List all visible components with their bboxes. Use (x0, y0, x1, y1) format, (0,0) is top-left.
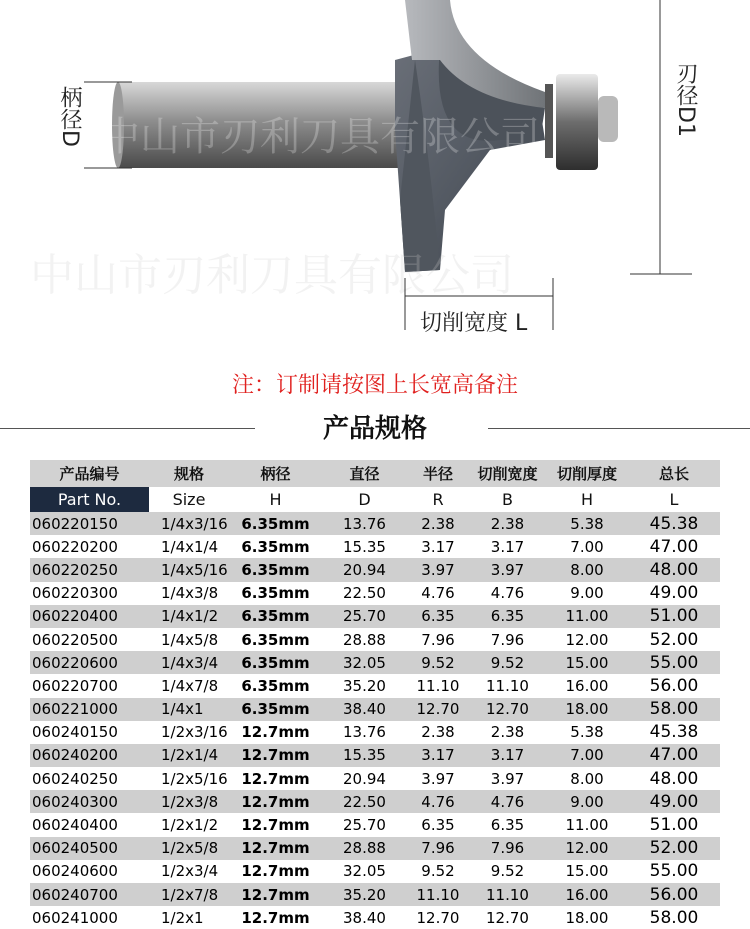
cell-cut-width: 2.38 (469, 721, 546, 744)
cell-size: 1/2x5/16 (149, 767, 229, 790)
cell-size: 1/4x1/4 (149, 535, 229, 558)
header-radius-en: R (407, 487, 469, 512)
header-radius: 半径 (407, 460, 469, 487)
header-cut-width: 切削宽度 (469, 460, 546, 487)
cell-diameter: 22.50 (322, 790, 407, 813)
cell-shank: 12.7mm (229, 883, 322, 906)
cell-total-length: 51.00 (628, 605, 720, 628)
cell-size: 1/4x3/4 (149, 651, 229, 674)
cell-radius: 9.52 (407, 860, 469, 883)
table-row (30, 721, 720, 744)
spec-table (30, 460, 720, 929)
cell-total-length: 55.00 (628, 651, 720, 674)
cell-cut-thickness: 11.00 (546, 813, 628, 836)
spec-table-body (30, 512, 720, 929)
cell-cut-thickness: 8.00 (546, 767, 628, 790)
table-row (30, 605, 720, 628)
header-shank-en: H (229, 487, 322, 512)
cell-radius: 9.52 (407, 651, 469, 674)
cell-size: 1/2x1 (149, 906, 229, 929)
cell-cut-thickness: 9.00 (546, 582, 628, 605)
header-part-no-en: Part No. (30, 487, 149, 512)
cell-total-length: 49.00 (628, 790, 720, 813)
cell-diameter: 20.94 (322, 558, 407, 581)
cell-diameter: 20.94 (322, 767, 407, 790)
cell-part-no: 060221000 (30, 698, 149, 721)
cell-shank: 6.35mm (229, 698, 322, 721)
cell-shank: 12.7mm (229, 906, 322, 929)
cell-part-no: 060240400 (30, 813, 149, 836)
cell-diameter: 25.70 (322, 605, 407, 628)
header-cut-width-en: B (469, 487, 546, 512)
cell-size: 1/2x1/2 (149, 813, 229, 836)
cell-cut-thickness: 16.00 (546, 674, 628, 697)
table-row (30, 698, 720, 721)
cell-size: 1/4x3/16 (149, 512, 229, 535)
cell-diameter: 15.35 (322, 535, 407, 558)
cell-cut-width: 4.76 (469, 790, 546, 813)
cell-part-no: 060220700 (30, 674, 149, 697)
cell-diameter: 32.05 (322, 860, 407, 883)
cell-total-length: 48.00 (628, 558, 720, 581)
cell-cut-thickness: 7.00 (546, 744, 628, 767)
cell-radius: 3.97 (407, 558, 469, 581)
cell-size: 1/4x3/8 (149, 582, 229, 605)
cell-total-length: 52.00 (628, 837, 720, 860)
cell-total-length: 58.00 (628, 906, 720, 929)
cell-cut-thickness: 18.00 (546, 698, 628, 721)
cell-size: 1/2x3/4 (149, 860, 229, 883)
cell-total-length: 49.00 (628, 582, 720, 605)
table-row (30, 906, 720, 929)
svg-text:中山市刃利刀具有限公司: 中山市刃利刀具有限公司 (100, 114, 540, 160)
divider-right (488, 428, 750, 429)
cell-size: 1/2x3/16 (149, 721, 229, 744)
cell-diameter: 38.40 (322, 698, 407, 721)
table-row (30, 883, 720, 906)
blade-diameter-label: 刃径D1 (673, 62, 698, 137)
cell-shank: 12.7mm (229, 744, 322, 767)
cell-total-length: 56.00 (628, 674, 720, 697)
cell-radius: 11.10 (407, 883, 469, 906)
cell-part-no: 060240600 (30, 860, 149, 883)
cell-total-length: 47.00 (628, 744, 720, 767)
cell-part-no: 060220200 (30, 535, 149, 558)
cell-cut-width: 11.10 (469, 883, 546, 906)
cell-cut-thickness: 9.00 (546, 790, 628, 813)
cell-cut-thickness: 8.00 (546, 558, 628, 581)
cell-cut-thickness: 5.38 (546, 721, 628, 744)
custom-order-note: 注：订制请按图上长宽高备注 (231, 373, 518, 398)
bearing (545, 74, 618, 170)
table-row (30, 744, 720, 767)
cell-shank: 6.35mm (229, 605, 322, 628)
header-size-en: Size (149, 487, 229, 512)
cell-diameter: 15.35 (322, 744, 407, 767)
cell-cut-thickness: 12.00 (546, 628, 628, 651)
cell-total-length: 51.00 (628, 813, 720, 836)
cell-size: 1/2x5/8 (149, 837, 229, 860)
cell-radius: 3.17 (407, 744, 469, 767)
header-size: 规格 (149, 460, 229, 487)
cell-shank: 6.35mm (229, 582, 322, 605)
cell-shank: 6.35mm (229, 512, 322, 535)
cell-cut-width: 11.10 (469, 674, 546, 697)
cell-cut-width: 3.97 (469, 767, 546, 790)
cell-shank: 12.7mm (229, 813, 322, 836)
cell-part-no: 060241000 (30, 906, 149, 929)
table-row (30, 674, 720, 697)
cell-part-no: 060240150 (30, 721, 149, 744)
cell-part-no: 060240300 (30, 790, 149, 813)
table-row (30, 628, 720, 651)
cell-size: 1/4x1 (149, 698, 229, 721)
cell-diameter: 13.76 (322, 721, 407, 744)
header-diameter: 直径 (322, 460, 407, 487)
cell-part-no: 060240500 (30, 837, 149, 860)
cell-part-no: 060220250 (30, 558, 149, 581)
cell-cut-thickness: 7.00 (546, 535, 628, 558)
header-part-no: 产品编号 (30, 460, 149, 487)
cell-diameter: 22.50 (322, 582, 407, 605)
cell-cut-thickness: 15.00 (546, 651, 628, 674)
header-cut-thickness-en: H (546, 487, 628, 512)
cell-cut-thickness: 18.00 (546, 906, 628, 929)
header-diameter-en: D (322, 487, 407, 512)
cell-shank: 6.35mm (229, 651, 322, 674)
cell-size: 1/4x1/2 (149, 605, 229, 628)
cell-cut-thickness: 11.00 (546, 605, 628, 628)
cell-total-length: 58.00 (628, 698, 720, 721)
cell-shank: 6.35mm (229, 535, 322, 558)
cell-radius: 2.38 (407, 721, 469, 744)
table-row (30, 582, 720, 605)
cell-size: 1/2x1/4 (149, 744, 229, 767)
table-row (30, 512, 720, 535)
router-bit-diagram (0, 0, 750, 340)
cut-width-label: 切削宽度 L (420, 311, 528, 336)
cell-shank: 12.7mm (229, 860, 322, 883)
cell-radius: 7.96 (407, 628, 469, 651)
cell-shank: 12.7mm (229, 767, 322, 790)
table-row (30, 837, 720, 860)
table-row (30, 790, 720, 813)
cell-radius: 3.97 (407, 767, 469, 790)
cell-part-no: 060220400 (30, 605, 149, 628)
cell-part-no: 060220150 (30, 512, 149, 535)
cell-shank: 12.7mm (229, 790, 322, 813)
cell-cut-width: 6.35 (469, 813, 546, 836)
table-row (30, 860, 720, 883)
cell-part-no: 060240700 (30, 883, 149, 906)
cell-radius: 6.35 (407, 605, 469, 628)
cell-total-length: 52.00 (628, 628, 720, 651)
cell-cut-width: 3.17 (469, 744, 546, 767)
cell-cut-width: 12.70 (469, 906, 546, 929)
cell-part-no: 060240200 (30, 744, 149, 767)
cell-radius: 7.96 (407, 837, 469, 860)
cell-cut-width: 7.96 (469, 837, 546, 860)
cell-part-no: 060220300 (30, 582, 149, 605)
cell-cut-width: 2.38 (469, 512, 546, 535)
cell-diameter: 35.20 (322, 883, 407, 906)
header-cut-thickness: 切削厚度 (546, 460, 628, 487)
cell-total-length: 48.00 (628, 767, 720, 790)
cell-total-length: 45.38 (628, 721, 720, 744)
cell-part-no: 060220600 (30, 651, 149, 674)
header-shank: 柄径 (229, 460, 322, 487)
cell-diameter: 28.88 (322, 837, 407, 860)
svg-text:中山市刃利刀具有限公司: 中山市刃利刀具有限公司 (30, 250, 514, 301)
cell-size: 1/2x7/8 (149, 883, 229, 906)
cell-size: 1/4x7/8 (149, 674, 229, 697)
cell-radius: 12.70 (407, 698, 469, 721)
cell-cut-width: 9.52 (469, 860, 546, 883)
cell-part-no: 060220500 (30, 628, 149, 651)
cell-cut-thickness: 16.00 (546, 883, 628, 906)
cell-cut-width: 9.52 (469, 651, 546, 674)
cell-radius: 6.35 (407, 813, 469, 836)
cell-cut-width: 7.96 (469, 628, 546, 651)
cell-cut-width: 3.97 (469, 558, 546, 581)
header-row-en (30, 487, 720, 512)
cell-radius: 12.70 (407, 906, 469, 929)
shank-diameter-label: 柄径D (57, 86, 82, 147)
cell-radius: 4.76 (407, 582, 469, 605)
cell-cut-width: 6.35 (469, 605, 546, 628)
cell-diameter: 25.70 (322, 813, 407, 836)
cell-shank: 6.35mm (229, 558, 322, 581)
cell-cut-width: 12.70 (469, 698, 546, 721)
header-total-length-en: L (628, 487, 720, 512)
cell-diameter: 38.40 (322, 906, 407, 929)
cell-cut-thickness: 12.00 (546, 837, 628, 860)
cell-shank: 6.35mm (229, 628, 322, 651)
cell-cut-thickness: 15.00 (546, 860, 628, 883)
cell-diameter: 32.05 (322, 651, 407, 674)
cell-radius: 4.76 (407, 790, 469, 813)
cell-radius: 11.10 (407, 674, 469, 697)
header-row-cn (30, 460, 720, 487)
table-row (30, 813, 720, 836)
cell-cut-width: 3.17 (469, 535, 546, 558)
cell-cut-width: 4.76 (469, 582, 546, 605)
cell-total-length: 55.00 (628, 860, 720, 883)
cell-part-no: 060240250 (30, 767, 149, 790)
cell-radius: 3.17 (407, 535, 469, 558)
cell-diameter: 35.20 (322, 674, 407, 697)
table-row (30, 558, 720, 581)
cell-cut-thickness: 5.38 (546, 512, 628, 535)
cell-size: 1/2x3/8 (149, 790, 229, 813)
cell-size: 1/4x5/8 (149, 628, 229, 651)
section-title: 产品规格 (322, 414, 427, 444)
table-row (30, 651, 720, 674)
cell-shank: 12.7mm (229, 837, 322, 860)
cell-shank: 6.35mm (229, 674, 322, 697)
cell-total-length: 56.00 (628, 883, 720, 906)
cell-diameter: 13.76 (322, 512, 407, 535)
cell-size: 1/4x5/16 (149, 558, 229, 581)
table-row (30, 535, 720, 558)
cell-diameter: 28.88 (322, 628, 407, 651)
table-row (30, 767, 720, 790)
cell-total-length: 45.38 (628, 512, 720, 535)
cell-shank: 12.7mm (229, 721, 322, 744)
cell-radius: 2.38 (407, 512, 469, 535)
cell-total-length: 47.00 (628, 535, 720, 558)
header-total-length: 总长 (628, 460, 720, 487)
